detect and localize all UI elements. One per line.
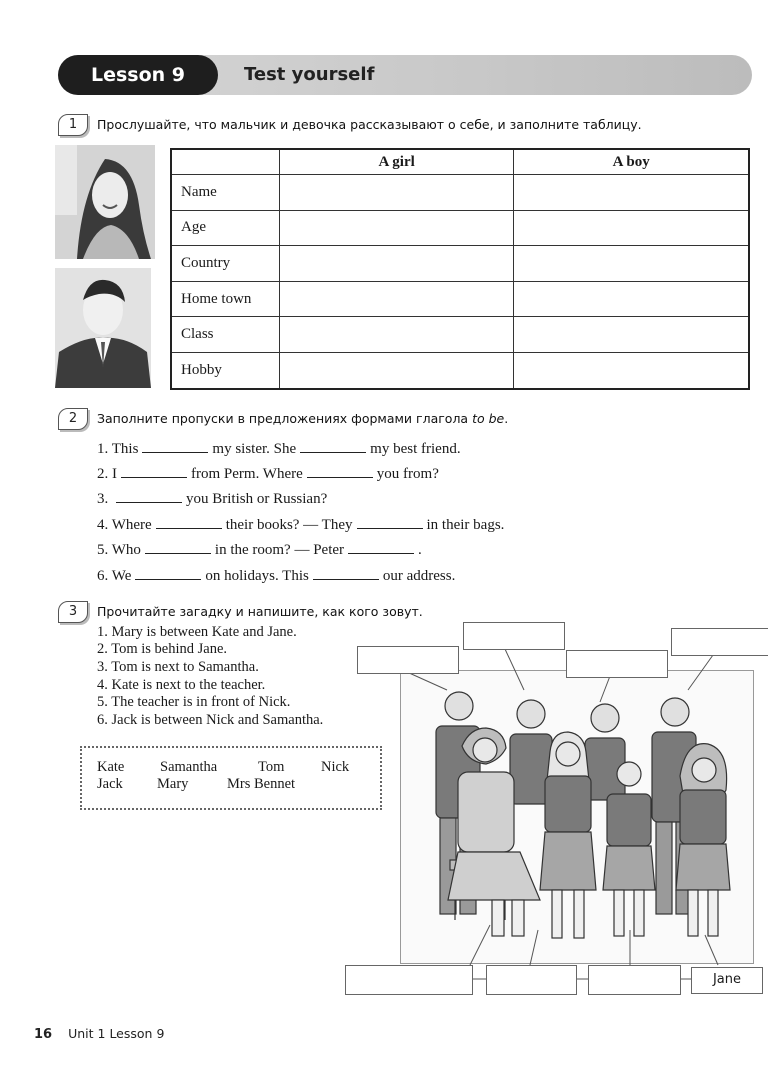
column-header: A boy — [514, 149, 749, 175]
sentence-3: 3. you British or Russian? — [97, 491, 328, 507]
sentence-1: 1. This my sister. She my best friend. — [97, 441, 461, 457]
name-label-box[interactable] — [588, 965, 681, 995]
name-label-box[interactable] — [486, 965, 577, 995]
name-option: Kate — [97, 759, 125, 775]
clue: 6. Jack is between Nick and Samantha. — [97, 712, 324, 728]
sentence-5: 5. Who in the room? — Peter . — [97, 542, 422, 558]
footer-section: Unit 1 Lesson 9 — [68, 1026, 165, 1041]
clue: 2. Tom is behind Jane. — [97, 641, 228, 657]
sentence-6: 6. We on holidays. This our address. — [97, 568, 456, 584]
row-label: Country — [171, 246, 279, 282]
exercise-3-number: 3 — [58, 601, 88, 623]
sentence-2: 2. I from Perm. Where you from? — [97, 466, 439, 482]
row-label: Class — [171, 317, 279, 353]
name-option: Nick — [321, 759, 350, 775]
page-number: 16 — [34, 1027, 53, 1042]
name-option: Samantha — [160, 759, 218, 775]
exercise-1-instruction: Прослушайте, что мальчик и девочка рассказывают о себе, и заполните таблицу. — [97, 117, 642, 132]
name-label-box[interactable] — [463, 622, 565, 650]
row-label: Age — [171, 210, 279, 246]
name-label-box[interactable] — [345, 965, 473, 995]
clue: 4. Kate is next to the teacher. — [97, 677, 266, 693]
sentence-4: 4. Where their books? — They in their bags. — [97, 517, 505, 533]
exercise-2-number: 2 — [58, 408, 88, 430]
exercise-3-instruction: Прочитайте загадку и напишите, как кого зовут. — [97, 604, 423, 619]
name-option: Mary — [157, 776, 189, 792]
clue: 1. Mary is between Kate and Jane. — [97, 624, 297, 640]
page-title: Test yourself — [244, 64, 375, 85]
name-option: Mrs Bennet — [227, 776, 296, 792]
name-label-box[interactable] — [671, 628, 768, 656]
column-header: A girl — [279, 149, 514, 175]
name-label-box[interactable] — [357, 646, 459, 674]
name-option: Tom — [258, 759, 285, 775]
name-label-box[interactable] — [566, 650, 668, 678]
exercise-1-number: 1 — [58, 114, 88, 136]
name-option: Jack — [97, 776, 123, 792]
lesson-label: Lesson 9 — [58, 55, 218, 95]
clue: 5. The teacher is in front of Nick. — [97, 694, 291, 710]
row-label: Hobby — [171, 352, 279, 389]
row-label: Home town — [171, 281, 279, 317]
row-label: Name — [171, 175, 279, 211]
page-footer — [34, 1026, 164, 1042]
clue: 3. Tom is next to Samantha. — [97, 659, 259, 675]
exercise-2-instruction: Заполните пропуски в предложениях формами глагола to be. — [97, 411, 509, 426]
name-label-jane: Jane — [691, 967, 763, 994]
